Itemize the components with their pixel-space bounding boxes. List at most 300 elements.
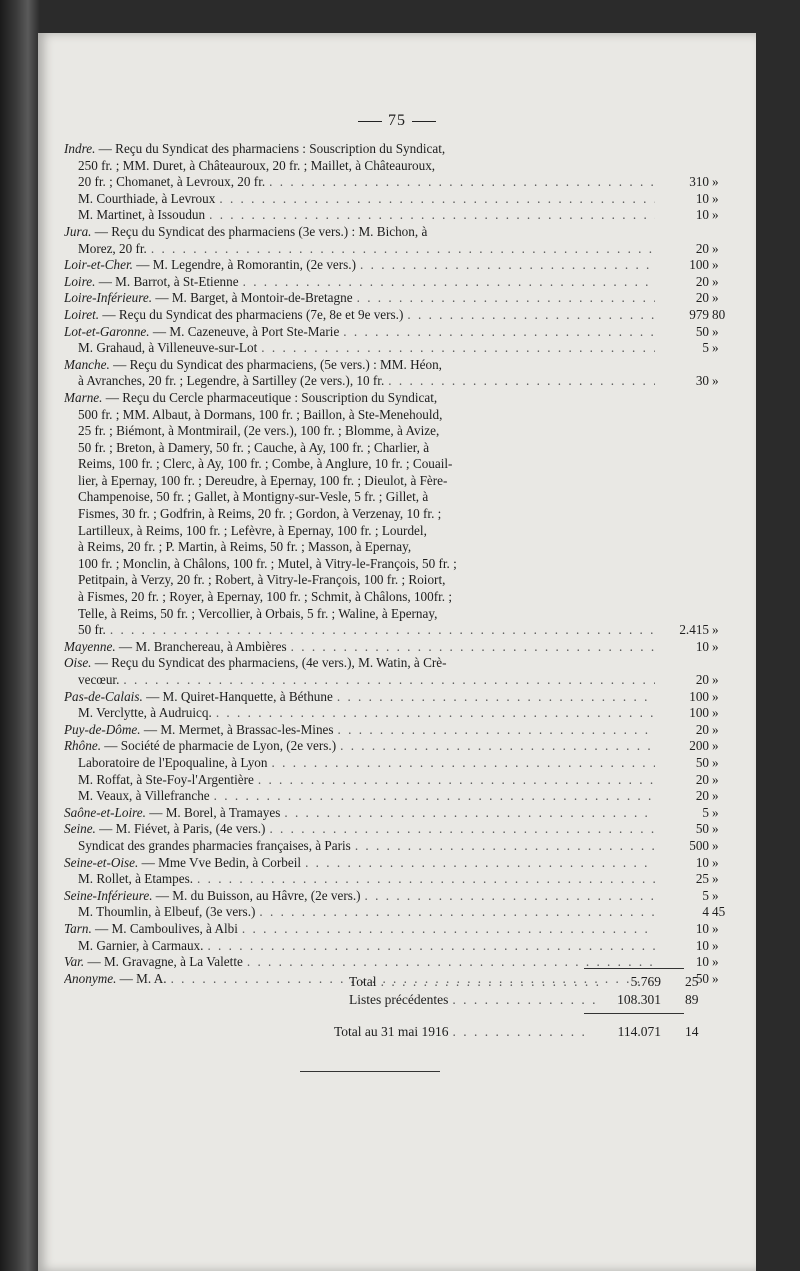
department-name: Seine. bbox=[64, 821, 96, 837]
leader-dots bbox=[216, 705, 655, 722]
amount bbox=[662, 191, 734, 208]
leader-dots bbox=[381, 973, 599, 991]
department-name: Seine-Inférieure. bbox=[64, 887, 153, 903]
amount bbox=[662, 871, 734, 888]
entry-line bbox=[64, 274, 659, 291]
entry-line bbox=[64, 639, 659, 656]
list-item bbox=[64, 937, 719, 955]
entry-text: — M. Gravagne, à La Valette bbox=[87, 954, 243, 970]
entry-text: — M. Barget, à Montoir-de-Bretagne bbox=[155, 290, 353, 306]
entry-text: à Reims, 20 fr. ; P. Martin, à Reims, 50 fr. ; Masson, à Epernay, bbox=[78, 539, 412, 555]
entry-line bbox=[64, 606, 659, 623]
department-name: Var. bbox=[64, 954, 85, 970]
leader-dots bbox=[407, 307, 655, 324]
amount-centimes: » bbox=[712, 821, 719, 837]
entry-text: Reims, 100 fr. ; Clerc, à Ay, 100 fr. ; Combe, à Anglure, 10 fr. ; Couail- bbox=[78, 456, 453, 472]
amount-francs: 20 bbox=[695, 771, 709, 787]
department-name: Seine-et-Oise. bbox=[64, 854, 139, 870]
leader-dots bbox=[151, 241, 655, 258]
leader-dots bbox=[340, 738, 655, 755]
entry-line bbox=[64, 888, 659, 905]
total-label-text: Listes précédentes bbox=[349, 992, 449, 1007]
total-label bbox=[334, 1023, 584, 1041]
amount-centimes: » bbox=[712, 854, 719, 870]
entry-text: — Reçu du Cercle pharmaceutique : Souscription du Syndicat, bbox=[105, 389, 438, 405]
entry-text: Syndicat des grandes pharmacies françaises, à Paris bbox=[78, 837, 351, 853]
total-row bbox=[64, 1023, 734, 1041]
list-item bbox=[64, 904, 726, 921]
entry-text: M. Rollet, à Etampes. bbox=[78, 871, 194, 887]
list-item bbox=[64, 655, 719, 688]
entry-text: Champenoise, 50 fr. ; Gallet, à Montigny-sur-Vesle, 5 fr. ; Gillet, à bbox=[78, 489, 429, 505]
entry-text: M. Courthiade, à Levroux bbox=[78, 190, 216, 206]
department-name: Pas-de-Calais. bbox=[64, 688, 143, 704]
entry-line bbox=[64, 174, 659, 191]
amount bbox=[662, 705, 734, 722]
leader-dots bbox=[259, 904, 655, 921]
entry-line bbox=[64, 241, 659, 258]
amount bbox=[662, 788, 734, 805]
entry-line bbox=[64, 788, 659, 805]
total-francs: 108.301 bbox=[617, 992, 661, 1007]
entry-text: — M. Cazeneuve, à Port Ste-Marie bbox=[152, 323, 340, 339]
entry-line bbox=[64, 838, 659, 855]
leader-dots bbox=[243, 274, 655, 291]
department-name: Loire. bbox=[64, 273, 96, 289]
entry-text: M. Verclytte, à Audruicq. bbox=[78, 705, 212, 721]
total-centimes: 89 bbox=[685, 992, 699, 1007]
entry-line bbox=[64, 158, 659, 175]
leader-dots bbox=[242, 921, 655, 938]
amount bbox=[662, 257, 734, 274]
entry-line bbox=[64, 871, 659, 888]
amount-francs: 10 bbox=[695, 190, 709, 206]
amount-francs: 20 bbox=[695, 721, 709, 737]
entry-text: M. Grahaud, à Villeneuve-sur-Lot bbox=[78, 340, 258, 356]
amount-francs: 10 bbox=[695, 920, 709, 936]
entry-text: lier, à Epernay, 100 fr. ; Dereudre, à Epernay, 100 fr. ; Dieulot, à Fère- bbox=[78, 472, 448, 488]
entry-text: 500 fr. ; MM. Albaut, à Dormans, 100 fr. ; Baillon, à Ste-Menehould, bbox=[78, 406, 443, 422]
entry-line bbox=[64, 390, 659, 407]
list-item bbox=[64, 705, 719, 722]
entry-text: M. Thoumlin, à Elbeuf, (3e vers.) bbox=[78, 904, 256, 920]
amount-francs: 5 bbox=[702, 340, 709, 356]
entry-line bbox=[64, 489, 659, 506]
entry-text: — Reçu du Syndicat des pharmaciens, (5e vers.) : MM. Héon, bbox=[113, 356, 442, 372]
amount bbox=[662, 821, 734, 838]
list-item bbox=[64, 688, 719, 706]
list-item bbox=[64, 871, 719, 888]
total-label-text: Total bbox=[349, 974, 377, 989]
amount bbox=[662, 241, 734, 258]
amount-centimes: » bbox=[712, 638, 719, 654]
entry-text: 250 fr. ; MM. Duret, à Châteauroux, 20 fr. ; Maillet, à Châteauroux, bbox=[78, 157, 436, 173]
amount bbox=[662, 805, 734, 822]
document-page bbox=[38, 33, 756, 1271]
amount-francs: 5 bbox=[702, 804, 709, 820]
amount bbox=[662, 888, 734, 905]
leader-dots bbox=[110, 622, 655, 639]
list-item bbox=[64, 207, 719, 224]
total-francs: 5.769 bbox=[630, 974, 661, 989]
department-name: Marne. bbox=[64, 389, 103, 405]
leader-dots bbox=[388, 373, 655, 390]
list-item bbox=[64, 290, 719, 307]
list-item bbox=[64, 323, 719, 341]
amount-francs: 20 bbox=[695, 290, 709, 306]
entry-line bbox=[64, 440, 659, 457]
amount bbox=[662, 672, 734, 689]
entry-text: — Reçu du Syndicat des pharmaciens (3e vers.) : M. Bichon, à bbox=[94, 223, 428, 239]
amount bbox=[662, 622, 734, 639]
leader-dots bbox=[357, 290, 655, 307]
amount-francs: 500 bbox=[689, 837, 709, 853]
entry-line bbox=[64, 556, 659, 573]
amount-centimes: » bbox=[712, 290, 719, 306]
amount bbox=[662, 290, 734, 307]
entry-text: Petitpain, à Verzy, 20 fr. ; Robert, à Vitry-le-François, 100 fr. ; Roiort, bbox=[78, 572, 446, 588]
amount-francs: 10 bbox=[695, 937, 709, 953]
leader-dots bbox=[261, 340, 655, 357]
leader-dots bbox=[209, 207, 655, 224]
amount bbox=[662, 174, 734, 191]
entry-line bbox=[64, 589, 659, 606]
amount bbox=[662, 755, 734, 772]
entry-line bbox=[64, 705, 659, 722]
amount-centimes: » bbox=[712, 340, 719, 356]
amount-francs: 10 bbox=[695, 954, 709, 970]
amount-centimes: » bbox=[712, 804, 719, 820]
leader-dots bbox=[355, 838, 655, 855]
leader-dots bbox=[360, 257, 655, 274]
leader-dots bbox=[219, 191, 655, 208]
entry-line bbox=[64, 755, 659, 772]
entry-line bbox=[64, 207, 659, 224]
department-name: Loir-et-Cher. bbox=[64, 257, 133, 273]
entry-line bbox=[64, 954, 659, 971]
total-label-text: Total au 31 mai 1916 bbox=[334, 1024, 449, 1039]
entry-line bbox=[64, 772, 659, 789]
amount-francs: 4 bbox=[702, 904, 709, 920]
amount-centimes: » bbox=[712, 273, 719, 289]
entry-text: — Société de pharmacie de Lyon, (2e vers.) bbox=[104, 738, 337, 754]
entry-line bbox=[64, 572, 659, 589]
department-name: Puy-de-Dôme. bbox=[64, 721, 141, 737]
amount bbox=[662, 938, 734, 955]
entry-line bbox=[64, 290, 659, 307]
entry-line bbox=[64, 456, 659, 473]
entry-text: — M. Branchereau, à Ambières bbox=[118, 638, 287, 654]
amount-francs: 25 bbox=[695, 871, 709, 887]
amount-centimes: » bbox=[712, 788, 719, 804]
amount bbox=[662, 838, 734, 855]
entry-text: — Reçu du Syndicat des pharmaciens : Souscription du Syndicat, bbox=[98, 141, 446, 156]
amount-centimes: » bbox=[712, 871, 719, 887]
totals-rule bbox=[584, 968, 684, 969]
list-item bbox=[64, 887, 719, 905]
entry-text: M. Martinet, à Issoudun bbox=[78, 207, 206, 223]
department-name: Lot-et-Garonne. bbox=[64, 323, 150, 339]
list-item bbox=[64, 854, 719, 872]
entry-line bbox=[64, 141, 659, 158]
amount-centimes: » bbox=[712, 954, 719, 970]
entry-text: — Reçu du Syndicat des pharmaciens (7e, 8e et 9e vers.) bbox=[102, 306, 404, 322]
amount-centimes: » bbox=[712, 190, 719, 206]
entry-line bbox=[64, 938, 659, 955]
department-name: Oise. bbox=[64, 655, 92, 671]
entry-line bbox=[64, 373, 659, 390]
leader-dots bbox=[291, 639, 655, 656]
amount-centimes: » bbox=[712, 721, 719, 737]
entry-text: — Reçu du Syndicat des pharmaciens, (4e vers.), M. Watin, à Crè- bbox=[94, 655, 447, 671]
amount-centimes: » bbox=[712, 207, 719, 223]
leader-dots bbox=[272, 755, 656, 772]
leader-dots bbox=[284, 805, 655, 822]
entry-line bbox=[64, 689, 659, 706]
total-centimes: 25 bbox=[685, 974, 699, 989]
amount-centimes: » bbox=[712, 373, 719, 389]
amount-centimes: » bbox=[712, 738, 719, 754]
book-spine bbox=[0, 0, 40, 1271]
entry-line bbox=[64, 805, 659, 822]
amount bbox=[662, 738, 734, 755]
amount-centimes: » bbox=[712, 754, 719, 770]
entry-line bbox=[64, 257, 659, 274]
amount-centimes: » bbox=[712, 257, 719, 273]
amount-francs: 2.415 bbox=[679, 622, 709, 638]
leader-dots bbox=[365, 888, 655, 905]
entry-text: à Fismes, 20 fr. ; Royer, à Epernay, 100 fr. ; Schmit, à Châlons, 100fr. ; bbox=[78, 589, 453, 605]
amount bbox=[662, 340, 734, 357]
amount-francs: 10 bbox=[695, 854, 709, 870]
entry-line bbox=[64, 423, 659, 440]
amount bbox=[662, 373, 734, 390]
entry-text: Telle, à Reims, 50 fr. ; Vercollier, à Orbais, 5 fr. ; Waline, à Epernay, bbox=[78, 605, 438, 621]
department-name: Indre. bbox=[64, 141, 96, 156]
end-rule bbox=[300, 1071, 440, 1072]
amount-francs: 50 bbox=[695, 821, 709, 837]
amount-centimes: » bbox=[712, 705, 719, 721]
amount bbox=[662, 921, 734, 938]
entry-text: Morez, 20 fr. bbox=[78, 240, 147, 256]
entry-text: — M. A. bbox=[119, 970, 167, 986]
list-item bbox=[64, 306, 726, 324]
list-item bbox=[64, 788, 719, 805]
list-item bbox=[64, 190, 719, 208]
leader-dots bbox=[343, 324, 655, 341]
amount-francs: 20 bbox=[695, 672, 709, 687]
amount-centimes: » bbox=[712, 323, 719, 339]
list-item bbox=[64, 754, 719, 772]
entry-text: M. Roffat, à Ste-Foy-l'Argentière bbox=[78, 771, 254, 787]
amount-francs: 979 bbox=[689, 306, 709, 322]
leader-dots bbox=[207, 938, 655, 955]
total-francs: 114.071 bbox=[617, 1024, 661, 1039]
entry-text: — M. Borel, à Tramayes bbox=[149, 804, 281, 820]
leader-dots bbox=[197, 871, 655, 888]
entry-text: — Mme Vve Bedin, à Corbeil bbox=[141, 854, 302, 870]
amount bbox=[662, 324, 734, 341]
entry-line bbox=[64, 224, 659, 241]
department-name: Jura. bbox=[64, 223, 92, 239]
amount bbox=[662, 722, 734, 739]
leader-dots bbox=[305, 855, 655, 872]
amount bbox=[662, 274, 734, 291]
entry-line bbox=[64, 904, 659, 921]
amount-centimes: » bbox=[712, 771, 719, 787]
entry-text: Lartilleux, à Reims, 100 fr. ; Lefèvre, à Epernay, 100 fr. ; Lourdel, bbox=[78, 522, 427, 538]
entry-text: 50 fr. ; Breton, à Damery, 50 fr. ; Cauche, à Ay, 100 fr. ; Charlier, à bbox=[78, 439, 430, 455]
amount-francs: 100 bbox=[689, 688, 709, 704]
total-label bbox=[349, 973, 599, 991]
entry-text: à Avranches, 20 fr. ; Legendre, à Sartilley (2e vers.), 10 fr. bbox=[78, 373, 385, 389]
entry-line bbox=[64, 340, 659, 357]
list-item bbox=[64, 804, 719, 822]
amount-francs: 10 bbox=[695, 638, 709, 654]
amount-francs: 50 bbox=[695, 754, 709, 770]
list-item bbox=[64, 638, 719, 656]
amount-centimes: 80 bbox=[712, 306, 726, 322]
amount-francs: 20 bbox=[695, 240, 709, 256]
entry-text: M. Veaux, à Villefranche bbox=[78, 788, 210, 804]
list-item bbox=[64, 356, 719, 390]
amount-centimes: » bbox=[712, 970, 719, 986]
entry-line bbox=[64, 672, 659, 689]
total-row bbox=[64, 991, 734, 1009]
page-number: 75 bbox=[38, 112, 756, 130]
amount bbox=[662, 689, 734, 706]
entry-text: 20 fr. ; Chomanet, à Levroux, 20 fr. bbox=[78, 174, 266, 190]
list-item bbox=[64, 954, 719, 971]
contribution-list bbox=[64, 141, 726, 987]
entry-text: 25 fr. ; Biémont, à Montmirail, (2e vers.), 100 fr. ; Blomme, à Avize, bbox=[78, 423, 440, 439]
entry-line bbox=[64, 539, 659, 556]
total-label bbox=[349, 991, 599, 1009]
amount bbox=[662, 855, 734, 872]
entry-line bbox=[64, 655, 659, 672]
amount-centimes: » bbox=[712, 672, 719, 687]
leader-dots bbox=[214, 788, 655, 805]
list-item bbox=[64, 837, 719, 855]
entry-line bbox=[64, 307, 659, 324]
department-name: Anonyme. bbox=[64, 970, 117, 986]
entry-text: — M. Barrot, à St-Etienne bbox=[98, 273, 239, 289]
entry-line bbox=[64, 722, 659, 739]
amount-centimes: » bbox=[712, 174, 719, 190]
amount bbox=[662, 639, 734, 656]
entry-text: — M. Fiévet, à Paris, (4e vers.) bbox=[99, 821, 266, 837]
amount-centimes: » bbox=[712, 887, 719, 903]
amount-centimes: » bbox=[712, 937, 719, 953]
leader-dots bbox=[269, 821, 655, 838]
leader-dots bbox=[453, 1023, 584, 1041]
entry-line bbox=[64, 407, 659, 424]
list-item bbox=[64, 389, 719, 639]
amount-francs: 100 bbox=[689, 705, 709, 721]
amount-centimes: » bbox=[712, 622, 719, 638]
entry-line bbox=[64, 821, 659, 838]
entry-text: Laboratoire de l'Epoqualine, à Lyon bbox=[78, 754, 268, 770]
total-row bbox=[64, 970, 734, 991]
entry-line bbox=[64, 523, 659, 540]
amount bbox=[662, 904, 734, 921]
department-name: Loire-Inférieure. bbox=[64, 290, 153, 306]
leader-dots bbox=[123, 672, 655, 689]
amount-centimes: » bbox=[712, 920, 719, 936]
amount-francs: 5 bbox=[702, 887, 709, 903]
entry-line bbox=[64, 738, 659, 755]
list-item bbox=[64, 223, 719, 257]
amount bbox=[662, 307, 734, 324]
entry-text: Fismes, 30 fr. ; Godfrin, à Reims, 20 fr. ; Gordon, à Verzenay, 10 fr. ; bbox=[78, 506, 442, 522]
amount-francs: 50 bbox=[695, 970, 709, 986]
amount bbox=[662, 772, 734, 789]
department-name: Saône-et-Loire. bbox=[64, 804, 146, 820]
list-item bbox=[64, 821, 719, 838]
department-name: Tarn. bbox=[64, 920, 92, 936]
list-item bbox=[64, 920, 719, 938]
entry-text: — M. Legendre, à Romorantin, (2e vers.) bbox=[136, 257, 356, 273]
entry-text: — M. du Buisson, au Hâvre, (2e vers.) bbox=[155, 887, 361, 903]
list-item bbox=[64, 257, 719, 274]
leader-dots bbox=[452, 991, 599, 1009]
leader-dots bbox=[258, 772, 655, 789]
amount-francs: 50 bbox=[695, 323, 709, 339]
amount-centimes: » bbox=[712, 240, 719, 256]
list-item bbox=[64, 340, 719, 357]
amount-francs: 200 bbox=[689, 738, 709, 754]
list-item bbox=[64, 738, 719, 755]
amount-francs: 20 bbox=[695, 273, 709, 289]
entry-line bbox=[64, 622, 659, 639]
entry-line bbox=[64, 506, 659, 523]
entry-line bbox=[64, 855, 659, 872]
list-item bbox=[64, 771, 719, 789]
amount bbox=[662, 207, 734, 224]
leader-dots bbox=[338, 722, 655, 739]
leader-dots bbox=[269, 174, 655, 191]
entry-text: — M. Camboulives, à Albi bbox=[95, 920, 238, 936]
entry-text: vecœur. bbox=[78, 672, 120, 687]
list-item bbox=[64, 721, 719, 739]
total-centimes: 14 bbox=[685, 1024, 699, 1039]
department-name: Manche. bbox=[64, 356, 110, 372]
entry-line bbox=[64, 921, 659, 938]
entry-line bbox=[64, 473, 659, 490]
totals-block bbox=[64, 970, 734, 1041]
department-name: Loiret. bbox=[64, 306, 100, 322]
amount-francs: 10 bbox=[695, 207, 709, 223]
amount-centimes: 45 bbox=[712, 904, 726, 920]
entry-text: 50 fr. bbox=[78, 622, 106, 638]
entry-text: M. Garnier, à Carmaux. bbox=[78, 937, 204, 953]
amount-centimes: » bbox=[712, 688, 719, 704]
amount-centimes: » bbox=[712, 837, 719, 853]
entry-line bbox=[64, 324, 659, 341]
amount-francs: 30 bbox=[695, 373, 709, 389]
entry-line bbox=[64, 191, 659, 208]
department-name: Mayenne. bbox=[64, 638, 116, 654]
amount-francs: 100 bbox=[689, 257, 709, 273]
leader-dots bbox=[337, 689, 655, 706]
amount-francs: 310 bbox=[689, 174, 709, 190]
amount-francs: 20 bbox=[695, 788, 709, 804]
entry-text: 100 fr. ; Monclin, à Châlons, 100 fr. ; Mutel, à Vitry-le-François, 50 fr. ; bbox=[78, 555, 457, 571]
list-item bbox=[64, 141, 719, 191]
entry-line bbox=[64, 357, 659, 374]
entry-text: — M. Quiret-Hanquette, à Béthune bbox=[146, 688, 333, 704]
list-item bbox=[64, 273, 719, 291]
